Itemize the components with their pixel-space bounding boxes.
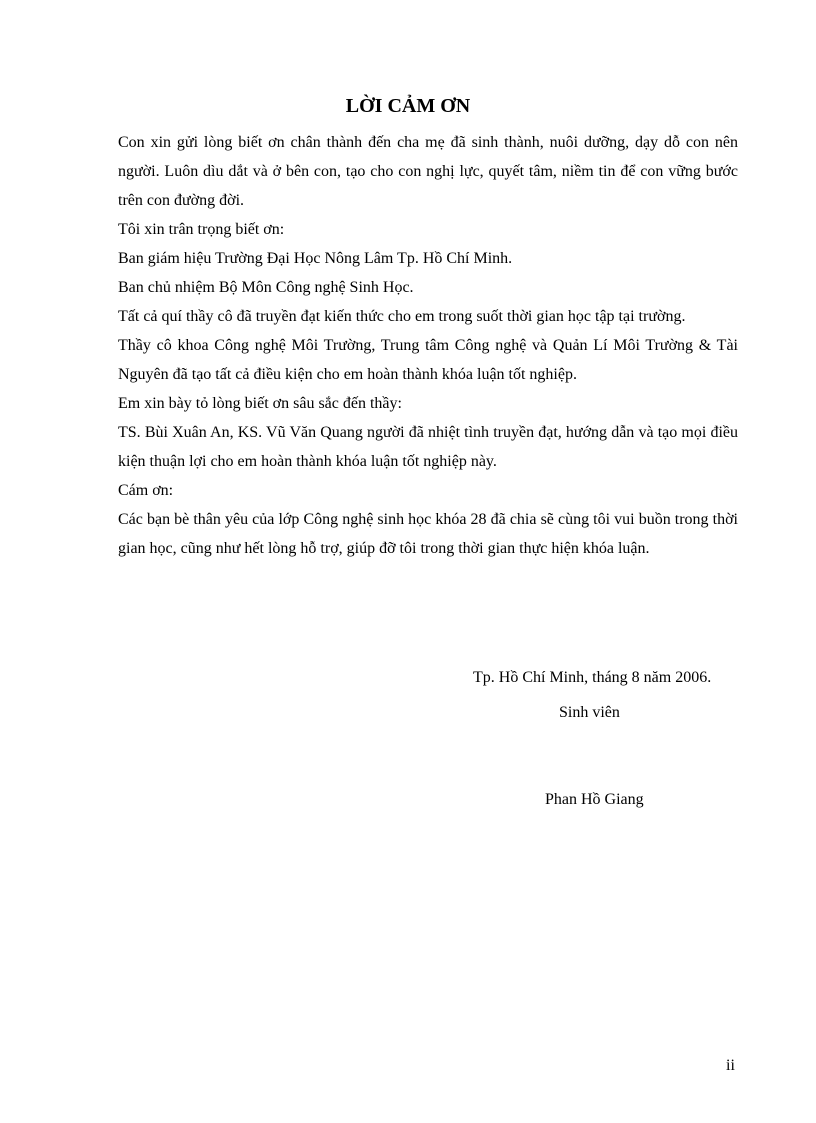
signature-name: Phan Hồ Giang	[545, 791, 644, 808]
paragraph-teachers: Tất cả quí thầy cô đã truyền đạt kiến thức cho em trong suốt thời gian học tập tại trường.	[118, 308, 686, 325]
paragraph-thanks-intro: Cám ơn:	[118, 482, 174, 499]
acknowledgement-body	[118, 128, 738, 563]
signature-place-date: Tp. Hồ Chí Minh, tháng 8 năm 2006.	[473, 669, 712, 686]
paragraph-university-board: Ban giám hiệu Trường Đại Học Nông Lâm Tp. Hồ Chí Minh.	[118, 250, 513, 267]
signature-role: Sinh viên	[559, 704, 620, 721]
paragraph-advisors-intro: Em xin bày tỏ lòng biết ơn sâu sắc đến thầy:	[118, 395, 402, 412]
paragraph-faculty: Thầy cô khoa Công nghệ Môi Trường, Trung tâm Công nghệ và Quản Lí Môi Trường & Tài Nguyên đã tạo tất cả điều kiện cho em hoàn thành khóa luận tốt nghiệp.	[118, 337, 738, 383]
paragraph-classmates: Các bạn bè thân yêu của lớp Công nghệ sinh học khóa 28 đã chia sẽ cùng tôi vui buồn trong thời gian học, cũng như hết lòng hỗ trợ, giúp đỡ tôi trong thời gian thực hiện khóa luận.	[118, 511, 738, 557]
page-title: LỜI CẢM ƠN	[345, 95, 471, 117]
paragraph-department-board: Ban chủ nhiệm Bộ Môn Công nghệ Sinh Học.	[118, 279, 414, 296]
paragraph-advisors: TS. Bùi Xuân An, KS. Vũ Văn Quang người đã nhiệt tình truyền đạt, hướng dẫn và tạo mọi điều kiện thuận lợi cho em hoàn thành khóa luận tốt nghiệp này.	[118, 424, 738, 470]
paragraph-parents: Con xin gửi lòng biết ơn chân thành đến cha mẹ đã sinh thành, nuôi dưỡng, dạy dỗ con nên người. Luôn dìu dắt và ở bên con, tạo cho con nghị lực, quyết tâm, niềm tin để con vững bước trên con đường đời.	[118, 134, 738, 209]
paragraph-gratitude-intro: Tôi xin trân trọng biết ơn:	[118, 221, 285, 238]
page-number: ii	[726, 1057, 735, 1074]
